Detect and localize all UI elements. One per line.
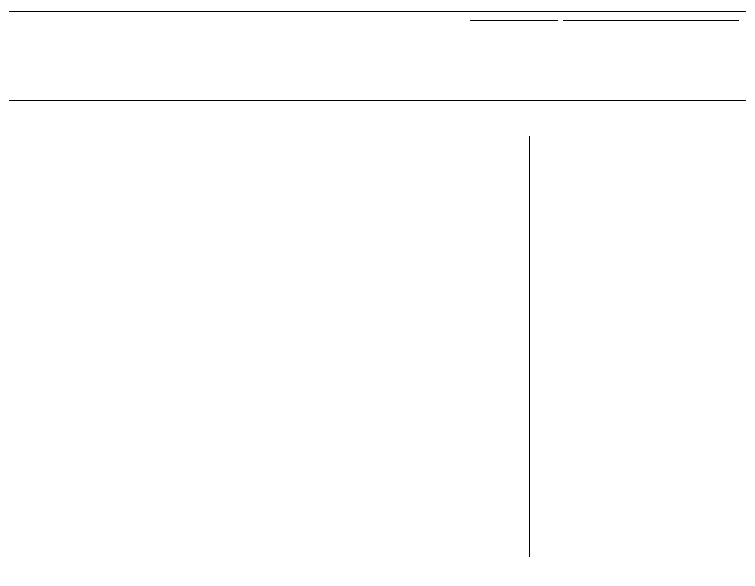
mini-calendar-title	[470, 18, 558, 21]
top-rule	[9, 11, 746, 12]
mini-calendar-title	[563, 18, 651, 21]
mini-calendar-january	[563, 18, 651, 22]
mini-calendar-title	[651, 18, 739, 21]
header-rule	[9, 100, 746, 101]
day-summary	[740, 103, 746, 110]
mini-calendar-february	[651, 18, 739, 22]
tasks-area[interactable]	[501, 136, 746, 557]
mini-calendar-december	[470, 18, 558, 22]
appointments-area[interactable]	[9, 136, 497, 557]
tasks-checkbox-divider	[529, 136, 530, 557]
date-header	[9, 18, 121, 24]
